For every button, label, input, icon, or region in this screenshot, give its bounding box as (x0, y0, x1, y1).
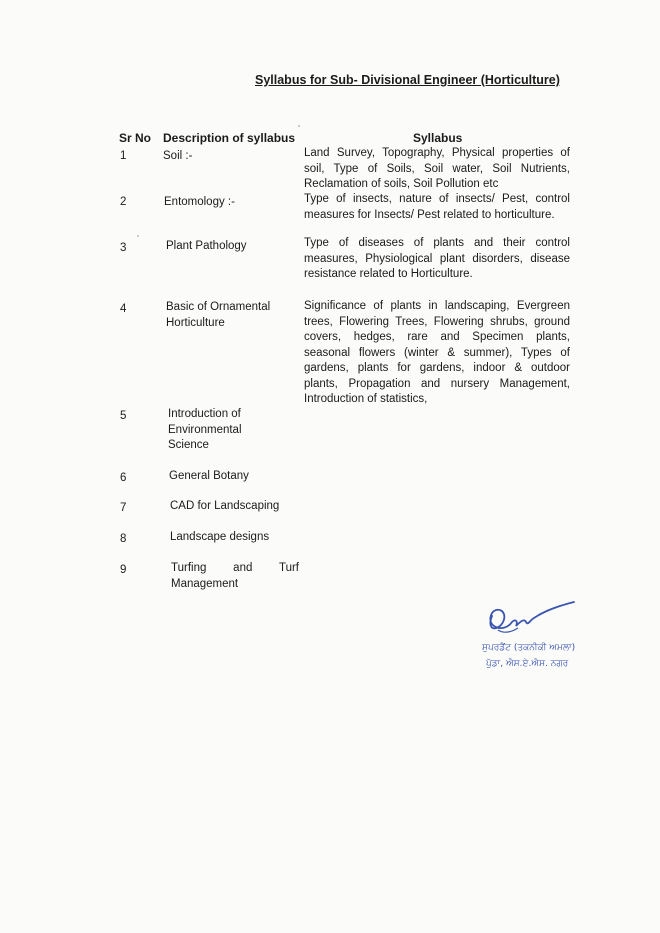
row-6-sr: 6 (120, 472, 127, 484)
row-4-description: Basic of Ornamental Horticulture (166, 301, 271, 329)
row-7-description: CAD for Landscaping (170, 500, 280, 512)
scan-speck (298, 125, 300, 127)
row-6-description: General Botany (169, 470, 249, 482)
row-2-syllabus: Type of insects, nature of insects/ Pest, control measures for Insects/ Pest related to horticulture. (304, 193, 570, 221)
signature-stroke (490, 602, 574, 628)
row-9-sr: 9 (120, 564, 127, 576)
header-syllabus: Syllabus (413, 131, 463, 145)
row-7-sr: 7 (120, 502, 127, 514)
row-8-description: Landscape designs (170, 531, 270, 543)
header-description: Description of syllabus (163, 131, 296, 145)
row-3-description: Plant Pathology (166, 240, 247, 252)
stamp-line-1: ਸੁਪਰਡੈਂਟ (ਤਕਨੀਕੀ ਅਮਲਾ) (482, 643, 576, 653)
row-5-description: Introduction of Environmental Science (168, 408, 242, 451)
document-title: Syllabus for Sub- Divisional Engineer (Horticulture) (255, 73, 560, 87)
header-sr-no: Sr No (119, 131, 152, 145)
row-9-description: Turfing and Turf Management (171, 562, 299, 590)
row-3-sr: 3 (120, 242, 127, 254)
signature-stamp (478, 596, 588, 686)
row-2-description: Entomology :- (164, 196, 235, 208)
stamp-line-2: ਪੁੱਡਾ, ਐਸ.ਏ.ਐਸ. ਨਗਰ (486, 659, 569, 669)
row-1-syllabus: Land Survey, Topography, Physical properties of soil, Type of Soils, Soil water, Soil Nutrients, Reclamation of soils, Soil Pollution etc (304, 147, 570, 190)
scan-speck (137, 235, 139, 237)
row-4-sr: 4 (120, 303, 127, 315)
row-4-syllabus: Significance of plants in landscaping, Evergreen trees, Flowering Trees, Flowering shrubs, ground covers, hedges, rare and Specimen plants, seasonal flowers (winter & summer), Types of gardens, plants for gardens, indoor & outdoor plants, Propagation and nursery Management, Introduction of statistics, (304, 300, 570, 405)
row-3-syllabus: Type of diseases of plants and their control measures, Physiological plant disorders, disease resistance related to Horticulture. (304, 237, 570, 280)
row-5-sr: 5 (120, 410, 127, 422)
row-1-description: Soil :- (163, 150, 193, 162)
row-1-sr: 1 (120, 150, 127, 162)
row-8-sr: 8 (120, 533, 127, 545)
row-2-sr: 2 (120, 196, 127, 208)
